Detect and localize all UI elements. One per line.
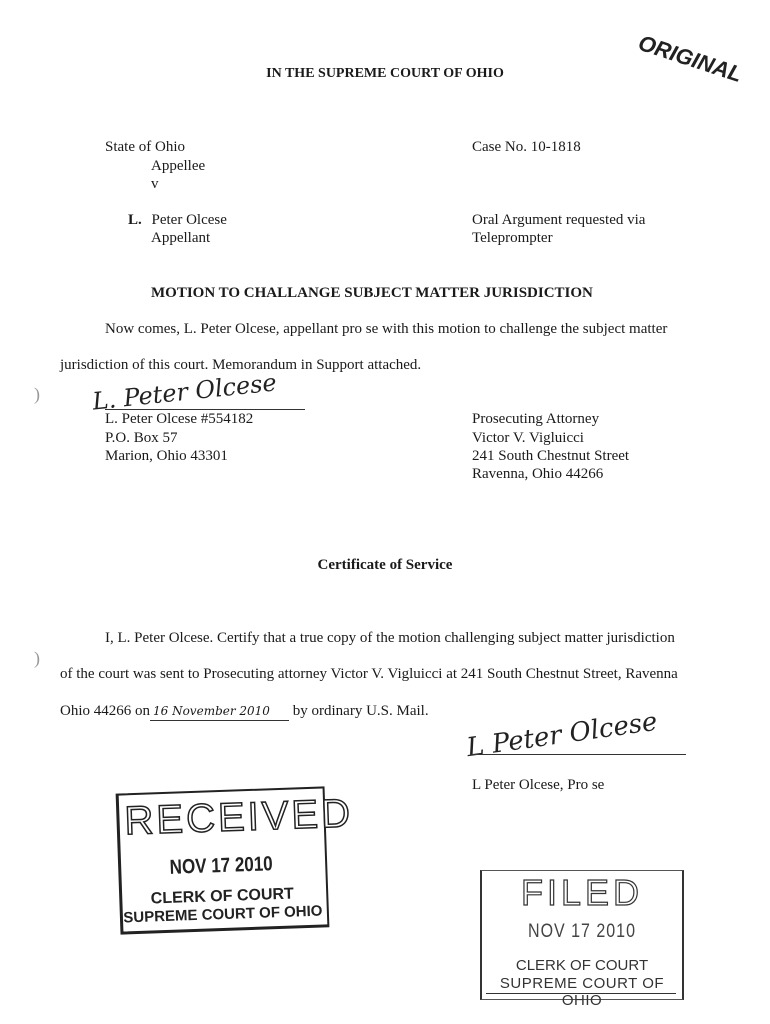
court-heading-text: IN THE SUPREME COURT OF OHIO [266,66,504,81]
certificate-signer: L Peter Olcese, Pro se [472,777,605,793]
received-stamp-date: NOV 17 2010 [169,852,274,879]
filed-stamp-date: NOV 17 2010 [528,921,636,942]
appellant-initial: L. [128,212,142,228]
filed-stamp-word: FILED [520,872,644,913]
oral-argument-line2: Teleprompter [472,230,553,246]
appellant-address2: Marion, Ohio 43301 [105,448,228,464]
prosecutor-address1: 241 South Chestnut Street [472,448,630,464]
versus: v [151,176,159,192]
certificate-title: Certificate of Service [317,557,453,573]
filed-stamp [480,870,684,1009]
received-stamp-clerk: CLERK OF COURT [150,885,295,908]
certificate-title-wrap [0,556,770,574]
prosecutor-title: Prosecuting Attorney [472,411,600,427]
appellant-address1: P.O. Box 57 [105,430,178,446]
case-number: Case No. 10-1818 [472,139,581,155]
appellant-line [128,211,227,229]
certificate-signature: L Peter Olcese [464,706,660,764]
filed-stamp-court: SUPREME COURT OF OHIO [499,975,665,1009]
filed-stamp-clerk: CLERK OF COURT [515,957,649,974]
appellant-signature: L. Peter Olcese [91,368,278,416]
certificate-line3-prefix: Ohio 44266 on [60,703,150,719]
filed-stamp-underline [486,993,676,994]
appellee-role: Appellee [151,158,206,174]
certificate-line2: of the court was sent to Prosecuting attorney Victor V. Vigluicci at 241 South Chestnut Street, Ravenna [60,666,678,682]
appellant-role: Appellant [151,230,211,246]
appellant-name: Peter Olcese [151,212,227,228]
prosecutor-name: Victor V. Vigluicci [472,430,584,446]
motion-body-line1: Now comes, L. Peter Olcese, appellant pro se with this motion to challenge the subject matter [105,321,668,337]
prosecutor-address2: Ravenna, Ohio 44266 [472,466,604,482]
received-stamp [116,786,354,933]
received-stamp-court: SUPREME COURT OF OHIO [123,902,323,927]
appellant-name-number: L. Peter Olcese #554182 [105,411,254,427]
handwritten-date: 16 November 2010 [150,702,289,721]
oral-argument-line1: Oral Argument requested via [472,212,646,228]
certificate-line3-suffix: by ordinary U.S. Mail. [292,703,429,719]
motion-title: MOTION TO CHALLANGE SUBJECT MATTER JURISDICTION [151,285,593,301]
original-stamp: ORIGINAL [635,30,746,88]
certificate-signature-line [470,754,686,755]
margin-mark: ) [34,648,40,668]
motion-body-line2: jurisdiction of this court. Memorandum in Support attached. [60,357,422,373]
received-stamp-word: RECEIVED [123,791,354,844]
certificate-line3 [60,702,429,721]
court-heading [0,64,770,83]
certificate-line1: I, L. Peter Olcese. Certify that a true copy of the motion challenging subject matter jurisdiction [105,630,675,646]
margin-mark: ) [34,384,40,404]
appellee-name: State of Ohio [105,139,185,155]
